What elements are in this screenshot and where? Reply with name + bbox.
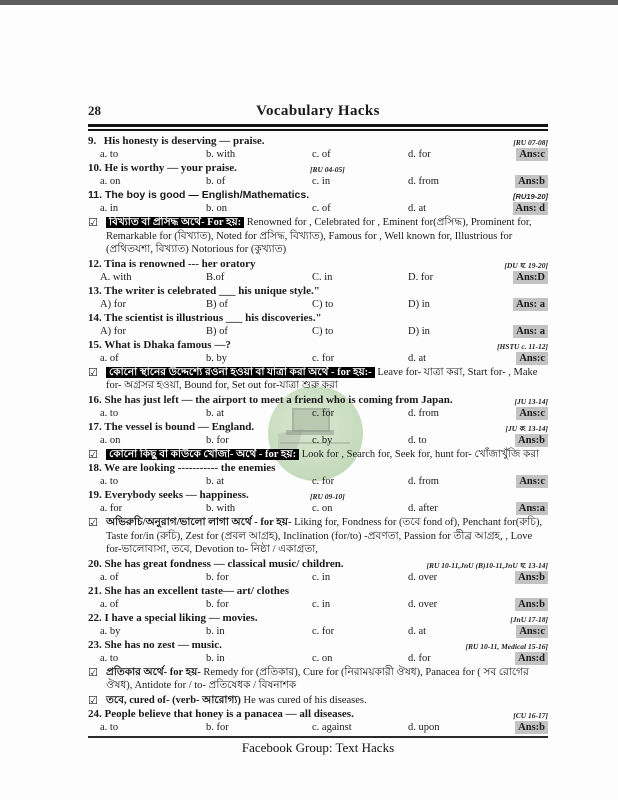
option-b: b. for bbox=[206, 434, 229, 446]
question-row bbox=[88, 462, 548, 488]
options-row bbox=[88, 475, 548, 488]
option-b: b. for bbox=[206, 598, 229, 610]
options-row bbox=[88, 625, 548, 638]
note-lead: বিখ্যাত বা প্রসিদ্ধ অর্থে- For হয়: bbox=[106, 217, 244, 228]
options-row bbox=[88, 598, 548, 611]
question-number: 12. bbox=[88, 257, 102, 270]
option-a: A) for bbox=[100, 325, 126, 337]
page-header bbox=[88, 103, 548, 121]
option-c: C) to bbox=[312, 325, 334, 337]
question-line bbox=[88, 258, 548, 271]
question-text: I have a special liking — movies. bbox=[101, 611, 258, 624]
question-number: 24. bbox=[88, 708, 102, 720]
header-double-rule bbox=[88, 124, 548, 131]
answer-badge: Ans: a bbox=[513, 325, 548, 338]
note-body: He was cured of his diseases. bbox=[243, 694, 367, 706]
question-text: People believe that honey is a panacea — all diseases. bbox=[101, 708, 354, 720]
question-number: 11. bbox=[88, 189, 103, 201]
question-row bbox=[88, 585, 548, 611]
option-c: c. by bbox=[312, 434, 333, 446]
answer-badge: Ans:b bbox=[515, 721, 548, 734]
question-row bbox=[88, 258, 548, 284]
answer-badge: Ans:c bbox=[516, 475, 548, 488]
option-c: C. in bbox=[312, 271, 333, 283]
exam-reference: [HSTU c. 11-12] bbox=[496, 341, 548, 351]
answer-badge: Ans:c bbox=[516, 352, 548, 365]
option-a: a. to bbox=[100, 407, 119, 419]
exam-reference: [RU 10-11,JnU (B)10-11,JnU ঘ. 13-14] bbox=[426, 560, 548, 570]
note-row bbox=[88, 516, 548, 557]
answer-badge: Ans:b bbox=[515, 598, 548, 611]
note-lead: তবে, cured of- (verb- আরোগ্য) bbox=[106, 694, 241, 706]
option-c: c. in bbox=[312, 176, 331, 187]
option-b: b. for bbox=[206, 571, 229, 583]
options-row bbox=[88, 721, 548, 734]
question-number: 16. bbox=[88, 393, 102, 406]
option-a: a. of bbox=[100, 571, 119, 583]
option-b: b. on bbox=[206, 203, 227, 214]
question-line bbox=[88, 639, 548, 652]
option-a: a. of bbox=[100, 598, 119, 610]
question-text: His honesty is deserving — praise. bbox=[101, 135, 265, 147]
note-lead: প্রতিকার অর্থে- for হয়- bbox=[106, 666, 201, 678]
option-a: a. to bbox=[100, 652, 119, 664]
question-line bbox=[88, 558, 548, 571]
note-row bbox=[88, 448, 548, 462]
option-d: d. upon bbox=[408, 722, 440, 733]
option-d: d. at bbox=[408, 625, 427, 637]
option-a: a. of bbox=[100, 352, 119, 364]
options-row bbox=[88, 407, 548, 420]
exam-reference: [RU 07-08] bbox=[513, 138, 548, 147]
option-d: d. to bbox=[408, 434, 427, 446]
question-text: She has an excellent taste— art/ clothes bbox=[101, 584, 290, 597]
question-row bbox=[88, 162, 548, 188]
option-a: a. for bbox=[100, 503, 123, 514]
option-c: c. for bbox=[312, 476, 335, 487]
options-row bbox=[88, 652, 548, 665]
option-d: d. after bbox=[408, 503, 438, 514]
question-number: 15. bbox=[88, 338, 102, 351]
note-body: Renowned for , Celebrated for , Eminent for(প্রসিদ্ধ), Prominent for, Remarkable for (বিখ্যাত), Noted for প্রসিদ্ধ, বিখ্যাত), Famous for , Well known for, Illustrious for (প্রথিতযশা, বিখ্যাত) Notorious for (কুখ্যাত) bbox=[106, 217, 532, 255]
top-bar bbox=[0, 0, 618, 5]
question-text: The boy is good — English/Mathematics. bbox=[102, 189, 310, 201]
note-row bbox=[88, 366, 548, 393]
options-row bbox=[88, 202, 548, 215]
question-text: Tina is renowned --- her oratory bbox=[101, 257, 256, 270]
note-text bbox=[106, 448, 548, 462]
page-title: Vocabulary Hacks bbox=[256, 103, 380, 119]
option-a: a. on bbox=[100, 176, 121, 187]
exam-reference: [DU ঘ. 19-20] bbox=[504, 260, 548, 270]
option-c: c. on bbox=[312, 652, 333, 664]
question-text: We are looking ----------- the enemies bbox=[101, 462, 276, 474]
answer-badge: Ans:b bbox=[515, 434, 548, 447]
question-row bbox=[88, 489, 548, 515]
question-row bbox=[88, 135, 548, 161]
note-body: Look for , Search for, Seek for, hunt for- খোঁজাখুঁজি করা bbox=[301, 448, 540, 460]
note-lead: কোনো স্থানের উদ্দেশ্যে রওনা হওয়া বা যাত্রা করা অর্থে - for হয়:- bbox=[106, 367, 375, 378]
question-text: Everybody seeks — happiness. bbox=[101, 489, 249, 501]
note-body: Liking for, Fondness for (তবে fond of), Penchant for(রুচি), Taste for/in (রুচি), Zest for (প্রবল আগ্রহ), Inclination (for/to) -প্রবণতা, Passion for তীব্র আগ্রহ, , Love for-ভালোবাসা, তবে, Devotion to- নিষ্ঠা / একাগ্রতা, bbox=[106, 517, 543, 555]
option-a: A. with bbox=[100, 271, 132, 283]
answer-badge: Ans:c bbox=[516, 148, 548, 161]
option-b: b. with bbox=[206, 503, 236, 514]
option-a: a. to bbox=[100, 722, 119, 733]
question-number: 10. bbox=[88, 162, 102, 174]
answer-badge: Ans:a bbox=[516, 502, 548, 515]
option-d: d. from bbox=[408, 476, 439, 487]
option-c: c. in bbox=[312, 571, 331, 583]
option-c: C) to bbox=[312, 298, 334, 310]
answer-badge: Ans:c bbox=[516, 407, 548, 420]
note-text bbox=[106, 216, 548, 257]
question-row bbox=[88, 285, 548, 311]
question-text: The vessel is bound — England. bbox=[101, 420, 255, 433]
note-row bbox=[88, 216, 548, 257]
answer-badge: Ans:c bbox=[516, 625, 548, 638]
option-d: d. at bbox=[408, 203, 427, 214]
question-number: 20. bbox=[88, 557, 102, 570]
option-b: b. with bbox=[206, 149, 236, 160]
question-text: He is worthy — your praise. bbox=[101, 162, 237, 174]
options-row bbox=[88, 352, 548, 365]
option-b: b. in bbox=[206, 625, 225, 637]
question-row bbox=[88, 558, 548, 584]
question-line bbox=[88, 339, 548, 352]
option-a: A) for bbox=[100, 298, 126, 310]
option-d: d. for bbox=[408, 149, 431, 160]
answer-badge: Ans: d bbox=[513, 202, 548, 215]
note-lead: অভিরুচি/অনুরাগ/ভালো লাগা অর্থে - for হয়- bbox=[106, 517, 292, 528]
question-number: 23. bbox=[88, 638, 102, 651]
checkbox-icon: ☑ bbox=[88, 516, 98, 529]
option-c: c. of bbox=[312, 149, 331, 160]
question-list bbox=[88, 135, 548, 734]
question-number: 21. bbox=[88, 584, 102, 597]
question-line bbox=[88, 312, 548, 325]
option-c: c. for bbox=[312, 352, 335, 364]
question-text: She has just left — the airport to meet a friend who is coming from Japan. bbox=[101, 393, 453, 406]
question-text: What is Dhaka famous —? bbox=[101, 338, 231, 351]
option-d: d. over bbox=[408, 598, 438, 610]
question-line bbox=[88, 162, 548, 175]
page-content bbox=[88, 103, 548, 756]
exam-reference: [JU 13-14] bbox=[514, 396, 548, 406]
question-row bbox=[88, 312, 548, 338]
question-number: 18. bbox=[88, 462, 102, 474]
option-a: a. in bbox=[100, 203, 119, 214]
option-b: B.of bbox=[206, 271, 225, 283]
note-text bbox=[106, 516, 548, 557]
question-row bbox=[88, 394, 548, 420]
note-row bbox=[88, 694, 548, 708]
option-b: b. in bbox=[206, 652, 225, 664]
page-footer: Facebook Group: Text Hacks bbox=[88, 736, 548, 756]
option-a: a. to bbox=[100, 149, 119, 160]
note-row bbox=[88, 666, 548, 693]
question-row bbox=[88, 421, 548, 447]
answer-badge: Ans: a bbox=[513, 298, 548, 311]
question-line bbox=[88, 585, 548, 598]
answer-badge: Ans:d bbox=[515, 652, 548, 665]
question-number: 9. bbox=[88, 135, 97, 147]
option-c: c. in bbox=[312, 598, 331, 610]
option-a: a. on bbox=[100, 434, 121, 446]
options-row bbox=[88, 175, 548, 188]
option-d: d. from bbox=[408, 176, 439, 187]
option-b: b. of bbox=[206, 176, 226, 187]
question-text: She has great fondness — classical music/ children. bbox=[101, 557, 344, 570]
checkbox-icon: ☑ bbox=[88, 365, 98, 379]
question-number: 22. bbox=[88, 611, 102, 624]
question-text: The writer is celebrated ___ his unique style." bbox=[101, 284, 320, 297]
question-row bbox=[88, 708, 548, 734]
question-number: 14. bbox=[88, 311, 102, 324]
note-body: Leave for- যাত্রা করা, Start for- , Make for- অগ্রসর হওয়া, Bound for, Set out for-যাত্রা শুরু করা bbox=[106, 366, 538, 391]
question-line bbox=[88, 462, 548, 475]
exam-reference: [RU 10-11, Medical 15-16] bbox=[465, 641, 548, 651]
question-number: 17. bbox=[88, 420, 102, 433]
options-row bbox=[88, 571, 548, 584]
checkbox-icon: ☑ bbox=[88, 216, 98, 229]
question-text: She has no zest — music. bbox=[101, 638, 222, 651]
note-text bbox=[106, 366, 548, 393]
answer-badge: Ans:b bbox=[515, 175, 548, 188]
page-number: 28 bbox=[88, 103, 101, 118]
checkbox-icon: ☑ bbox=[88, 447, 98, 461]
option-b: b. by bbox=[206, 352, 227, 364]
option-d: d. at bbox=[408, 352, 427, 364]
answer-badge: Ans:b bbox=[515, 571, 548, 584]
question-number: 19. bbox=[88, 489, 102, 501]
note-text bbox=[106, 694, 548, 708]
note-body: Remedy for (প্রতিকার), Cure for (নিরাময়কারী ঔষধ), Panacea for ( সব রোগের ঔষধ), Antidote for / to- প্রতিষেধক / বিষনাশক bbox=[106, 666, 529, 691]
question-text: The scientist is illustrious ___ his discoveries." bbox=[101, 311, 322, 324]
option-a: a. by bbox=[100, 625, 121, 637]
options-row bbox=[88, 298, 548, 311]
question-line bbox=[88, 394, 548, 407]
question-line bbox=[88, 285, 548, 298]
options-row bbox=[88, 271, 548, 284]
question-line bbox=[88, 612, 548, 625]
options-row bbox=[88, 434, 548, 447]
options-row bbox=[88, 148, 548, 161]
question-number: 13. bbox=[88, 284, 102, 297]
option-b: B) of bbox=[206, 298, 228, 310]
option-c: c. of bbox=[312, 203, 331, 214]
exam-reference: [JnU 17-18] bbox=[510, 614, 548, 624]
option-b: b. at bbox=[206, 407, 225, 419]
note-text bbox=[106, 666, 548, 693]
option-c: c. for bbox=[312, 407, 335, 419]
option-d: d. over bbox=[408, 571, 438, 583]
option-d: d. for bbox=[408, 652, 431, 664]
question-row bbox=[88, 612, 548, 638]
question-row bbox=[88, 339, 548, 365]
question-line bbox=[88, 135, 548, 148]
exam-reference: [JU ক. 13-14] bbox=[505, 423, 548, 433]
question-row bbox=[88, 189, 548, 215]
note-lead: কোনো কিছু বা কাউকে খোঁজা- অর্থে - for হয়: bbox=[106, 449, 299, 460]
option-d: D) in bbox=[408, 325, 430, 337]
option-c: c. on bbox=[312, 503, 333, 514]
exam-reference: [RU 09-10] bbox=[310, 492, 345, 501]
question-line bbox=[88, 421, 548, 434]
question-row bbox=[88, 639, 548, 665]
answer-badge: Ans:D bbox=[513, 271, 548, 284]
question-line bbox=[88, 708, 548, 721]
question-line bbox=[88, 489, 548, 502]
exam-reference: [RU 04-05] bbox=[310, 165, 345, 174]
option-d: D. for bbox=[408, 271, 434, 283]
option-d: D) in bbox=[408, 298, 430, 310]
options-row bbox=[88, 502, 548, 515]
option-b: b. for bbox=[206, 722, 229, 733]
option-a: a. to bbox=[100, 476, 119, 487]
option-c: c. against bbox=[312, 722, 352, 733]
option-b: B) of bbox=[206, 325, 228, 337]
option-d: d. from bbox=[408, 407, 439, 419]
checkbox-icon: ☑ bbox=[88, 693, 98, 707]
exam-reference: [RU19-20] bbox=[512, 192, 548, 201]
question-line bbox=[88, 189, 548, 202]
checkbox-icon: ☑ bbox=[88, 665, 98, 679]
exam-reference: [CU 16-17] bbox=[513, 711, 548, 720]
option-c: c. for bbox=[312, 625, 335, 637]
option-b: b. at bbox=[206, 476, 225, 487]
options-row bbox=[88, 325, 548, 338]
